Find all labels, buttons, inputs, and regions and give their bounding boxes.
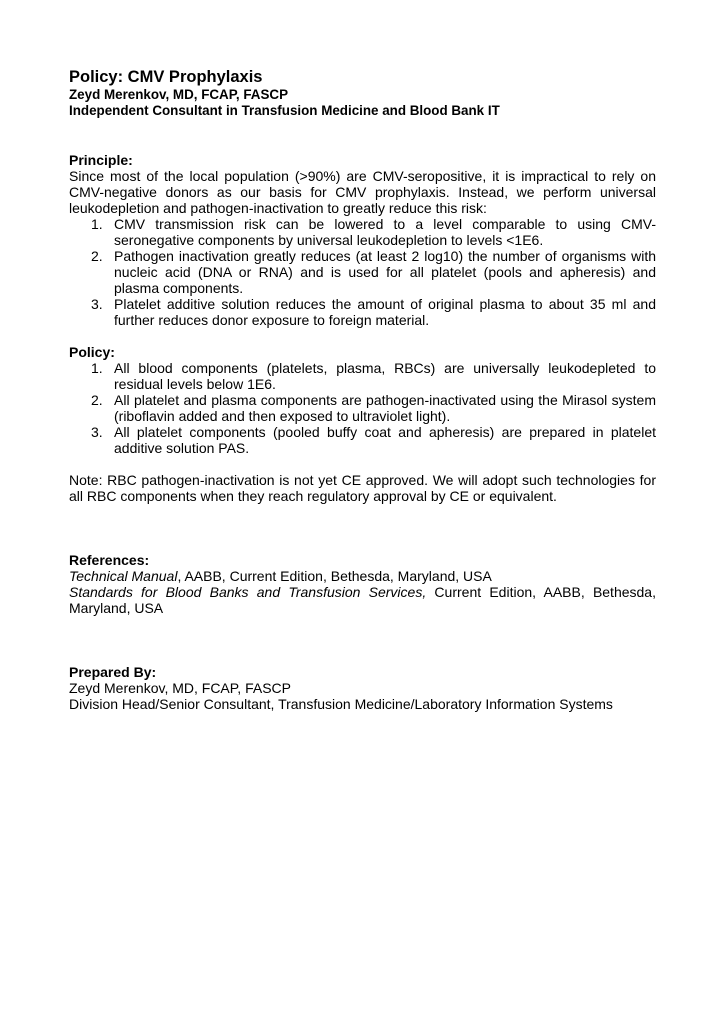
principle-intro: Since most of the local population (>90%) are CMV-seropositive, it is impractical to rely on CMV-negative donors as our basis for CMV prophylaxis. Instead, we perform universal leukodepletion and pathogen-inactivation to greatly reduce this risk: (69, 168, 656, 216)
list-text: All platelet components (pooled buffy coat and apheresis) are prepared in platelet additive solution PAS. (114, 424, 656, 456)
list-item (69, 216, 656, 248)
document-title: Policy: CMV Prophylaxis (69, 68, 263, 86)
references-heading: References: (69, 552, 150, 568)
reference-details: Current Edition, AABB, Bethesda, Maryland, USA (69, 584, 656, 616)
principle-section (69, 152, 656, 328)
list-text: All platelet and plasma components are pathogen-inactivated using the Mirasol system (riboflavin added and then exposed to ultraviolet light). (114, 392, 656, 424)
list-number: 3. (91, 424, 103, 440)
reference-item (69, 568, 656, 584)
policy-section (69, 344, 656, 456)
list-text: All blood components (platelets, plasma, RBCs) are universally leukodepleted to residual levels below 1E6. (114, 360, 656, 392)
list-number: 2. (91, 392, 103, 408)
reference-title: Standards for Blood Banks and Transfusion Services, (69, 584, 427, 600)
list-item (69, 424, 656, 456)
preparer-position: Division Head/Senior Consultant, Transfusion Medicine/Laboratory Information Systems (69, 696, 613, 712)
list-item (69, 392, 656, 424)
list-number: 1. (91, 360, 103, 376)
author-name: Zeyd Merenkov, MD, FCAP, FASCP (69, 87, 289, 102)
references-section (69, 552, 656, 616)
reference-details: , AABB, Current Edition, Bethesda, Maryland, USA (177, 568, 492, 584)
list-text: Platelet additive solution reduces the amount of original plasma to about 35 ml and further reduces donor exposure to foreign material. (114, 296, 656, 328)
policy-list (69, 360, 656, 456)
list-text: Pathogen inactivation greatly reduces (at least 2 log10) the number of organisms with nucleic acid (DNA or RNA) and is used for all platelet (pools and apheresis) and plasma components. (114, 248, 656, 296)
list-item (69, 248, 656, 296)
policy-document (69, 68, 656, 712)
prepared-by-heading: Prepared By: (69, 664, 157, 680)
list-number: 1. (91, 216, 103, 232)
document-header (69, 68, 656, 119)
list-item (69, 360, 656, 392)
reference-title: Technical Manual (69, 568, 178, 584)
note-paragraph: Note: RBC pathogen-inactivation is not yet CE approved. We will adopt such technologies for all RBC components when they reach regulatory approval by CE or equivalent. (69, 472, 656, 504)
policy-heading: Policy: (69, 344, 115, 360)
list-item (69, 296, 656, 328)
prepared-by-section (69, 664, 656, 712)
preparer-name: Zeyd Merenkov, MD, FCAP, FASCP (69, 680, 291, 696)
list-number: 3. (91, 296, 103, 312)
principle-list (69, 216, 656, 328)
author-affiliation: Independent Consultant in Transfusion Medicine and Blood Bank IT (69, 103, 500, 118)
reference-item (69, 584, 656, 616)
list-number: 2. (91, 248, 103, 264)
principle-heading: Principle: (69, 152, 133, 168)
list-text: CMV transmission risk can be lowered to a level comparable to using CMV-seronegative components by universal leukodepletion to levels <1E6. (114, 216, 656, 248)
